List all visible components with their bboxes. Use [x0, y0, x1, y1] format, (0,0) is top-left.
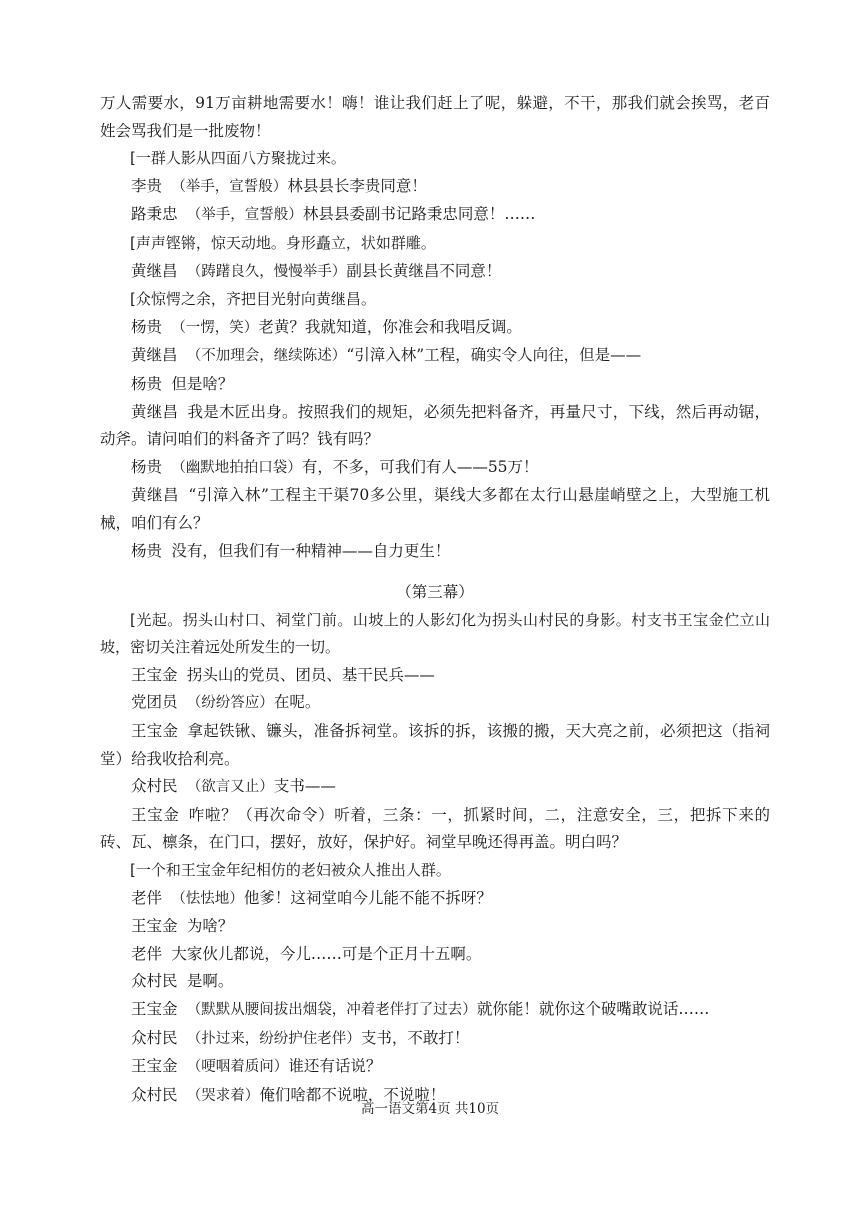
- dialogue-line: [100, 773, 770, 802]
- dialogue-text: 没有，但我们有一种精神——自力更生！: [171, 541, 451, 560]
- dialogue-line: [100, 371, 770, 399]
- speaker-name: 党团员: [131, 693, 178, 712]
- dialogue-text: 支书，不敢打！: [360, 1028, 470, 1047]
- dialogue-text: 他爹！这祠堂咱今儿能不能不拆呀？: [243, 888, 492, 907]
- dialogue-text: 俺们啥都不说啦，不说啦！: [259, 1085, 446, 1104]
- action-direction: （哽咽着质问）: [186, 1059, 289, 1076]
- stage-direction: [光起。拐头山村口、祠堂门前。山坡上的人影幻化为拐头山村民的身影。村支书王宝金伫立山坡，密切关注着远处所发生的一切。: [100, 610, 770, 657]
- dialogue-text: 但是啥？: [171, 374, 234, 393]
- dialogue-text: 咋啦？（再次命令）听着，三条：一，抓紧时间，二，注意安全，三，把拆下来的砖、瓦、檩条，在门口，摆好，放好，保护好。祠堂早晚还得再盖。明白吗？: [100, 805, 770, 852]
- speaker-name: 老伴: [131, 944, 163, 963]
- speaker-name: 黄继昌: [131, 402, 179, 421]
- act-heading: （第三幕）: [396, 583, 474, 602]
- speaker-name: 众村民: [131, 777, 178, 796]
- speaker-name: 众村民: [131, 1085, 178, 1104]
- speaker-name: 路秉忠: [131, 205, 178, 224]
- speaker-name: 王宝金: [131, 805, 180, 824]
- dialogue-text: 拐头山的党员、团员、基干民兵——: [186, 665, 435, 684]
- dialogue-text: 拿起铁锹、镰头，准备拆祠堂。该拆的拆，该搬的搬，天大亮之前，必须把这（指祠堂）给我收拾利亮。: [100, 722, 770, 768]
- speaker-name: 王宝金: [131, 722, 179, 741]
- action-direction: （举手，宣誓般）: [186, 207, 303, 224]
- speaker-name: 李贵: [131, 176, 163, 195]
- dialogue-line: [100, 662, 770, 690]
- action-direction: （怯怯地）: [171, 890, 244, 907]
- dialogue-text: 林县县长李贵同意！: [287, 176, 427, 195]
- speaker-name: 杨贵: [131, 317, 163, 336]
- speaker-name: 王宝金: [131, 917, 178, 936]
- speaker-name: 老伴: [131, 888, 163, 907]
- page-footer: 高一语文第4页 共10页: [360, 1101, 500, 1117]
- action-direction: （踌躇良久，慢慢举手）: [186, 263, 347, 280]
- dialogue-line: [100, 968, 770, 996]
- action-direction: （一愣，笑）: [171, 319, 259, 336]
- dialogue-text: 就你能！就你这个破嘴敢说话……: [476, 1000, 710, 1018]
- action-direction: （幽默地拍拍口袋）: [171, 459, 302, 476]
- dialogue-line: [100, 689, 770, 718]
- speaker-name: 众村民: [131, 972, 178, 991]
- dialogue-line: [100, 885, 770, 914]
- speaker-name: 王宝金: [131, 1000, 178, 1018]
- speaker-name: 黄继昌: [131, 261, 178, 280]
- dialogue-text: 有，不多，可我们有人——55万！: [301, 457, 539, 476]
- speaker-name: 黄继昌: [131, 346, 178, 365]
- dialogue-text: 副县长黄继昌不同意！: [346, 261, 502, 280]
- dialogue-line: [100, 538, 770, 566]
- dialogue-line: [100, 802, 770, 857]
- dialogue-line: [100, 342, 770, 371]
- dialogue-line: [100, 1025, 770, 1054]
- speaker-name: 杨贵: [131, 374, 163, 393]
- dialogue-line: [100, 941, 770, 969]
- action-direction: （扑过来，纷纷护住老伴）: [186, 1030, 361, 1047]
- dialogue-text: 林县县委副书记路秉忠同意！……: [302, 205, 536, 224]
- action-direction: （举手，宣誓般）: [171, 178, 288, 195]
- action-direction: （哭求着）: [186, 1087, 260, 1104]
- dialogue-text: 为啥？: [186, 917, 234, 936]
- dialogue-line: [100, 996, 770, 1025]
- dialogue-line: [100, 454, 770, 483]
- dialogue-line: [100, 201, 770, 230]
- speaker-name: 众村民: [131, 1028, 178, 1047]
- continued-paragraph: 万人需要水，91万亩耕地需要水！嗨！谁让我们赶上了呢，躲避，不干，那我们就会挨骂，老百姓会骂我们是一批废物！: [100, 94, 770, 140]
- speaker-name: 杨贵: [131, 541, 163, 560]
- dialogue-line: [100, 482, 770, 537]
- dialogue-line: [100, 173, 770, 202]
- stage-direction: [一个和王宝金年纪相仿的老妇被众人推出人群。: [130, 861, 451, 880]
- stage-direction: [声声铿锵，惊天动地。身形矗立，状如群雕。: [130, 233, 436, 252]
- dialogue-line: [100, 399, 770, 454]
- dialogue-text: 大家伙儿都说，今儿……可是个正月十五啊。: [171, 944, 482, 963]
- dialogue-text: 我是木匠出身。按照我们的规矩，必须先把料备齐，再量尺寸，下线，然后再动锯，动斧。请问咱们的料备齐了吗？钱有吗？: [100, 402, 770, 449]
- dialogue-line: [100, 314, 770, 343]
- script-text: [100, 90, 770, 1110]
- dialogue-line: [100, 258, 770, 287]
- speaker-name: 黄继昌: [131, 486, 180, 505]
- dialogue-text: 谁还有话说？: [288, 1057, 382, 1076]
- dialogue-text: “引漳入林”工程主干渠70多公里，渠线大多都在太行山悬崖峭壁之上，大型施工机械，咱们有么？: [100, 486, 770, 532]
- dialogue-line: [100, 1053, 770, 1082]
- dialogue-text: “引漳入林”工程，确实令人向往，但是——: [346, 346, 642, 365]
- dialogue-line: [100, 718, 770, 773]
- action-direction: （不加理会，继续陈述）: [186, 348, 347, 365]
- stage-direction: [众惊愕之余，齐把目光射向黄继昌。: [130, 290, 376, 309]
- action-direction: （默默从腰间拔出烟袋，冲着老伴打了过去）: [186, 1002, 477, 1018]
- dialogue-text: 老黄？我就知道，你准会和我唱反调。: [258, 317, 522, 336]
- dialogue-text: 支书——: [273, 777, 336, 796]
- action-direction: （欲言又止）: [186, 779, 274, 796]
- speaker-name: 王宝金: [131, 1057, 178, 1076]
- stage-direction: [一群人影从四面八方聚拢过来。: [130, 149, 346, 168]
- dialogue-text: 是啊。: [186, 972, 234, 991]
- action-direction: （纷纷答应）: [186, 695, 274, 712]
- dialogue-text: 在呢。: [273, 693, 321, 712]
- speaker-name: 王宝金: [131, 665, 178, 684]
- dialogue-line: [100, 913, 770, 941]
- speaker-name: 杨贵: [131, 457, 163, 476]
